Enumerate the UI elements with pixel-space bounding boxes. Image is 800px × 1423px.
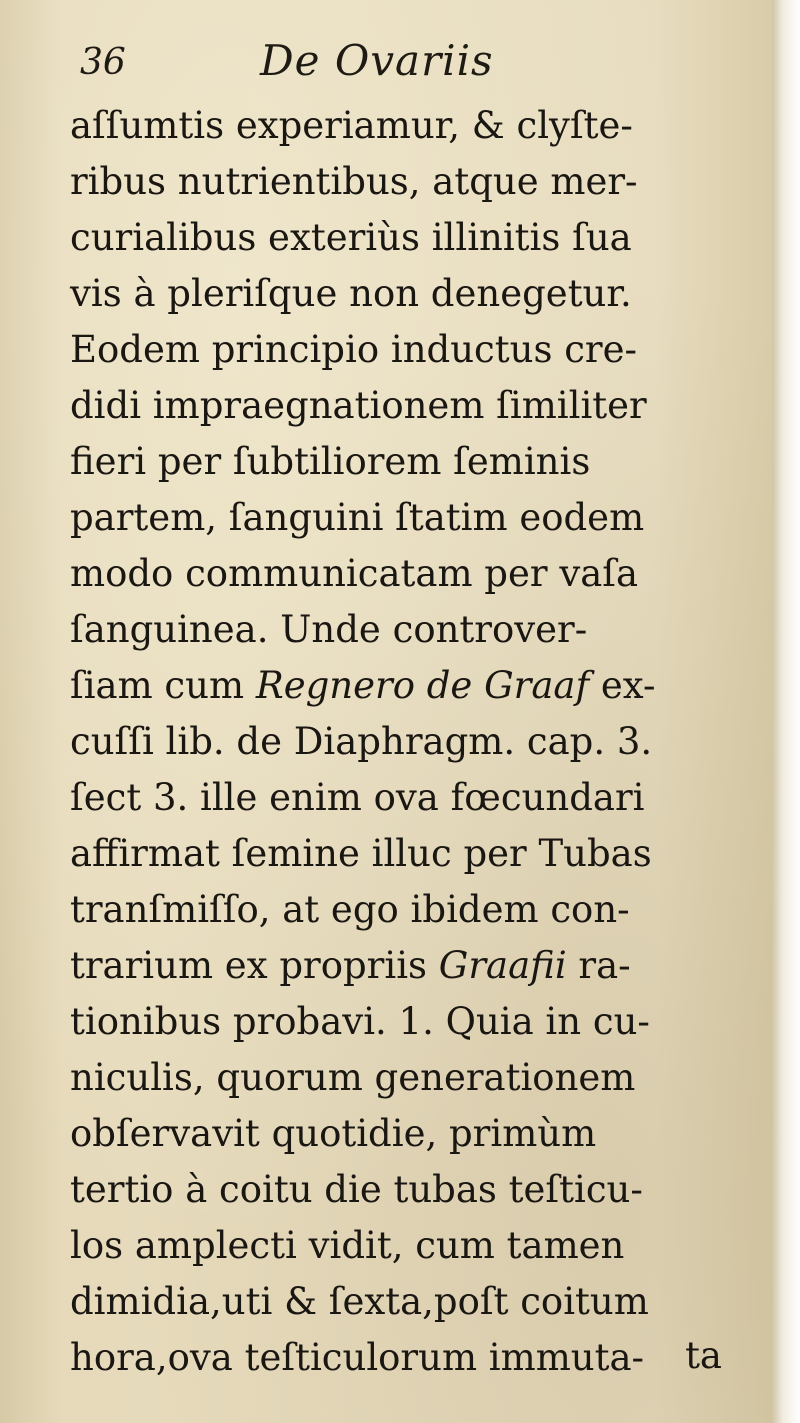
italic-name: Regnero de Graaf (255, 664, 590, 707)
text-line: tranſmiſſo, at ego ibidem con- (70, 888, 630, 931)
running-title: De Ovariis (260, 36, 494, 85)
text-line: ſanguinea. Unde controver- (70, 608, 588, 651)
text-line: niculis, quorum generationem (70, 1056, 636, 1099)
body-text (70, 98, 750, 1386)
text-line: Eodem principio inductus cre- (70, 328, 638, 371)
text-line: cuſſi lib. de Diaphragm. cap. 3. (70, 720, 653, 763)
text-line: obſervavit quotidie, primùm (70, 1112, 597, 1155)
text-line: curialibus exteriùs illinitis ſua (70, 216, 632, 259)
text-line (70, 938, 750, 994)
text-line: partem, ſanguini ſtatim eodem (70, 496, 645, 539)
line-text: trarium ex propriis (70, 944, 439, 987)
text-line: modo communicatam per vaſa (70, 552, 639, 595)
text-line: fieri per ſubtiliorem ſeminis (70, 440, 591, 483)
page-edge (772, 0, 800, 1423)
catchword: ta (685, 1334, 722, 1377)
text-line: hora,ova teſticulorum immuta- (70, 1336, 645, 1379)
text-line: ribus nutrientibus, atque mer- (70, 160, 638, 203)
text-line: didi impraegnationem ſimiliter (70, 384, 647, 427)
line-text: ſiam cum (70, 664, 256, 707)
line-text: ex- (589, 664, 656, 707)
italic-name: Graafii (438, 944, 567, 987)
line-text: ra- (566, 944, 631, 987)
text-line: aſſumtis experiamur, & clyſte- (70, 104, 633, 147)
text-line: vis à pleriſque non denegetur. (70, 272, 632, 315)
running-head (80, 30, 740, 94)
text-line: los amplecti vidit, cum tamen (70, 1224, 625, 1267)
page-number: 36 (80, 42, 126, 83)
text-line: tertio à coitu die tubas teſticu- (70, 1168, 643, 1211)
text-line (70, 658, 750, 714)
text-line: dimidia,uti & ſexta,poſt coitum (70, 1280, 649, 1323)
text-line: tionibus probavi. 1. Quia in cu- (70, 1000, 650, 1043)
text-line: ſect 3. ille enim ova fœcundari (70, 776, 645, 819)
text-line: affirmat ſemine illuc per Tubas (70, 832, 652, 875)
